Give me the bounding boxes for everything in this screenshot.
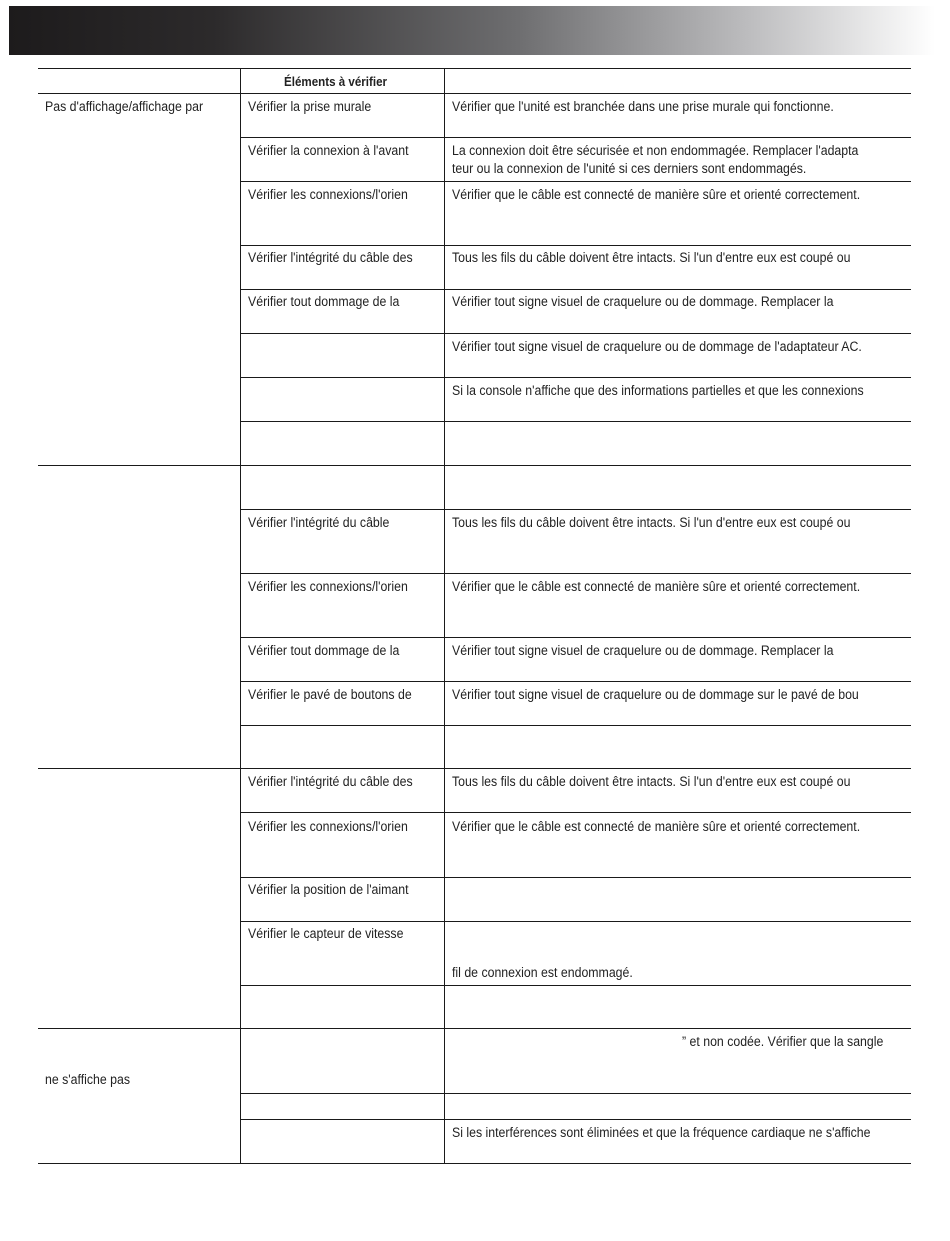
check-cell: Vérifier la position de l'aimant — [248, 882, 409, 897]
check-cell: Vérifier le pavé de boutons de — [248, 687, 412, 702]
solution-cell: Vérifier que le câble est connecté de manière sûre et orienté correctement. — [452, 187, 861, 202]
row-divider — [240, 573, 911, 574]
header-bottom-rule — [38, 93, 911, 94]
check-cell: Vérifier les connexions/l'orien — [248, 819, 408, 834]
row-divider — [240, 637, 911, 638]
solution-cell: Si les interférences sont éliminées et que la fréquence cardiaque ne s'affiche — [452, 1125, 871, 1140]
table-bottom-rule — [38, 1163, 911, 1164]
row-divider — [240, 725, 911, 726]
solution-cell: ” et non codée. Vérifier que la sangle — [682, 1034, 884, 1049]
header-gradient-band — [9, 6, 935, 55]
solution-cell: Vérifier tout signe visuel de craquelure ou de dommage sur le pavé de bou — [452, 687, 859, 702]
column-divider — [444, 68, 445, 1163]
row-divider — [240, 1093, 911, 1094]
symptom-label: Pas d'affichage/affichage par — [45, 99, 204, 114]
symptom-label: ne s'affiche pas — [45, 1072, 130, 1087]
row-divider — [240, 812, 911, 813]
group-divider — [38, 465, 911, 466]
row-divider — [240, 289, 911, 290]
row-divider — [240, 509, 911, 510]
solution-cell: La connexion doit être sécurisée et non endommagée. Remplacer l'adapta — [452, 143, 859, 158]
solution-cell: teur ou la connexion de l'unité si ces derniers sont endommagés. — [452, 161, 807, 176]
row-divider — [240, 877, 911, 878]
row-divider — [240, 137, 911, 138]
row-divider — [240, 985, 911, 986]
row-divider — [240, 377, 911, 378]
check-cell: Vérifier les connexions/l'orien — [248, 187, 408, 202]
group-divider — [38, 1028, 911, 1029]
check-cell: Vérifier l'intégrité du câble des — [248, 250, 413, 265]
solution-cell: Vérifier que le câble est connecté de manière sûre et orienté correctement. — [452, 819, 861, 834]
row-divider — [240, 921, 911, 922]
group-divider — [38, 768, 911, 769]
solution-cell: Vérifier tout signe visuel de craquelure ou de dommage de l'adaptateur AC. — [452, 339, 862, 354]
check-cell: Vérifier l'intégrité du câble des — [248, 774, 413, 789]
row-divider — [240, 333, 911, 334]
solution-cell: Tous les fils du câble doivent être intacts. Si l'un d'entre eux est coupé ou — [452, 774, 851, 789]
column-divider — [240, 68, 241, 1163]
check-cell: Vérifier le capteur de vitesse — [248, 926, 404, 941]
check-cell: Vérifier tout dommage de la — [248, 643, 400, 658]
row-divider — [240, 1119, 911, 1120]
solution-cell: Vérifier que l'unité est branchée dans une prise murale qui fonctionne. — [452, 99, 834, 114]
solution-cell: Tous les fils du câble doivent être intacts. Si l'un d'entre eux est coupé ou — [452, 515, 851, 530]
check-cell: Vérifier l'intégrité du câble — [248, 515, 390, 530]
solution-cell: Vérifier que le câble est connecté de manière sûre et orienté correctement. — [452, 579, 861, 594]
solution-cell: Vérifier tout signe visuel de craquelure ou de dommage. Remplacer la — [452, 294, 834, 309]
row-divider — [240, 181, 911, 182]
solution-cell: Vérifier tout signe visuel de craquelure ou de dommage. Remplacer la — [452, 643, 834, 658]
solution-cell: Si la console n'affiche que des informations partielles et que les connexions — [452, 383, 864, 398]
check-cell: Vérifier tout dommage de la — [248, 294, 400, 309]
row-divider — [240, 681, 911, 682]
solution-cell: fil de connexion est endommagé. — [452, 965, 633, 980]
row-divider — [240, 245, 911, 246]
check-cell: Vérifier les connexions/l'orien — [248, 579, 408, 594]
table-top-rule — [38, 68, 911, 69]
column-header-checks: Éléments à vérifier — [284, 75, 388, 89]
check-cell: Vérifier la prise murale — [248, 99, 372, 114]
solution-cell: Tous les fils du câble doivent être intacts. Si l'un d'entre eux est coupé ou — [452, 250, 851, 265]
check-cell: Vérifier la connexion à l'avant — [248, 143, 409, 158]
row-divider — [240, 421, 911, 422]
